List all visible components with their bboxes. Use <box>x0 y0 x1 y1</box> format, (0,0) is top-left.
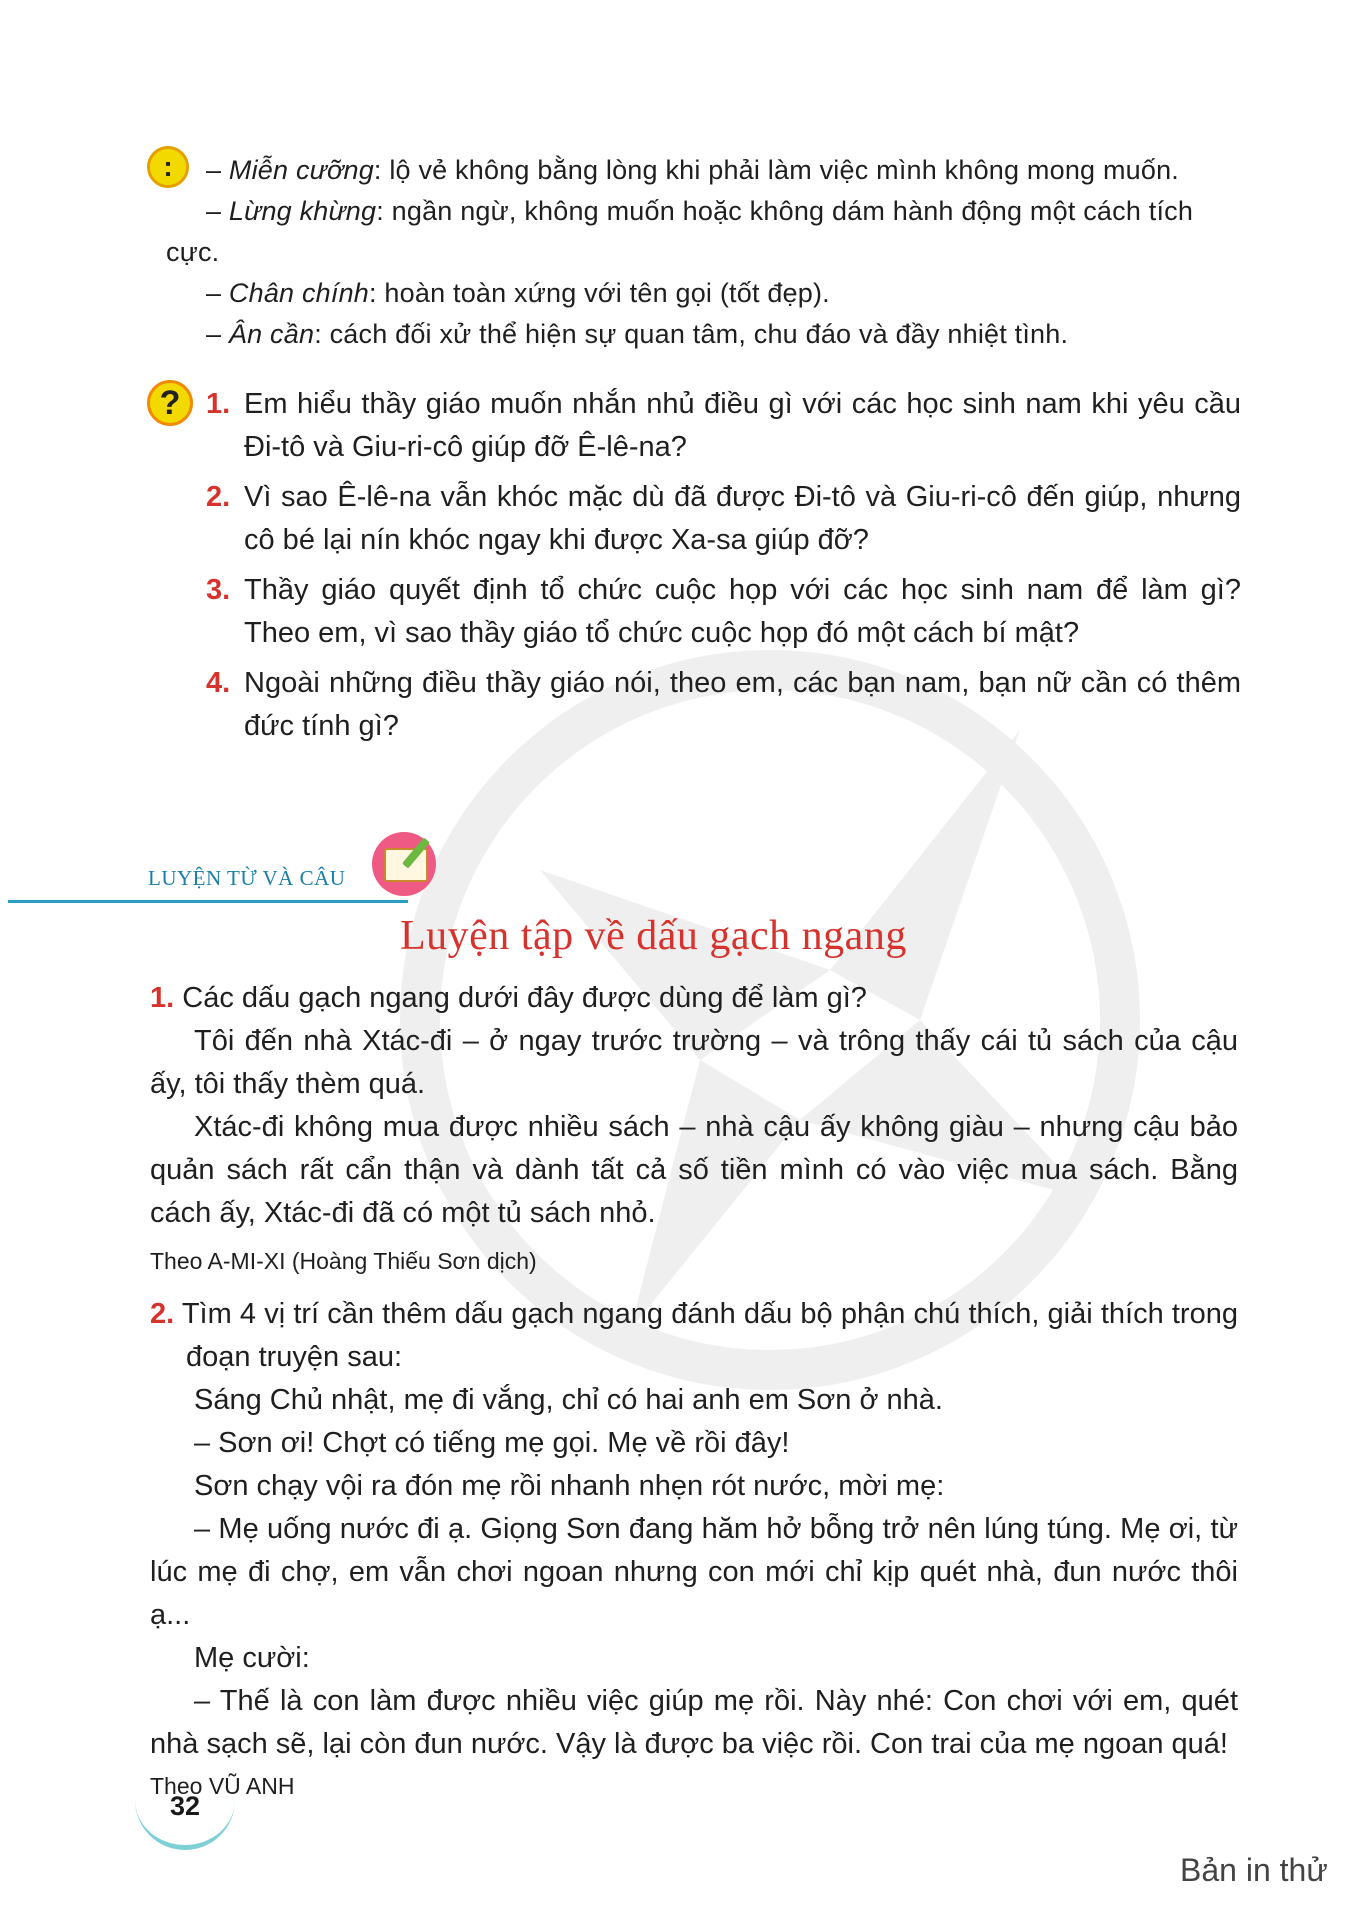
section-label: LUYỆN TỪ VÀ CÂU <box>148 866 346 890</box>
passage-source: Theo VŨ ANH <box>150 1773 295 1799</box>
page-number: 32 <box>170 1791 201 1821</box>
glossary-colon-icon: : <box>147 146 189 188</box>
question-item: 4. Ngoài những điều thầy giáo nói, theo em, các bạn nam, bạn nữ cần có thêm đức tính gì? <box>206 667 1241 742</box>
glossary-item: – Miễn cưỡng: lộ vẻ không bằng lòng khi phải làm việc mình không mong muốn. <box>206 155 1180 185</box>
section-divider <box>8 900 408 903</box>
passage-paragraph: Sáng Chủ nhật, mẹ đi vắng, chỉ có hai anh em Sơn ở nhà. <box>194 1384 943 1416</box>
question-item: 3. Thầy giáo quyết định tổ chức cuộc họp với các học sinh nam để làm gì? Theo em, vì sao thầy giáo tổ chức cuộc họp đó một cách bí mật? <box>206 574 1241 649</box>
passage-paragraph: – Mẹ uống nước đi ạ. Giọng Sơn đang hăm hở bỗng trở nên lúng túng. Mẹ ơi, từ lúc mẹ đi chợ, em vẫn chơi ngoan nhưng con mới chỉ kịp quét nhà, đun nước thôi ạ... <box>150 1513 1238 1631</box>
passage-source: Theo A-MI-XI (Hoàng Thiếu Sơn dịch) <box>150 1248 537 1274</box>
draft-print-label: Bản in thử <box>1180 1852 1328 1888</box>
passage-paragraph: Xtác-đi không mua được nhiều sách – nhà cậu ấy không giàu – nhưng cậu bảo quản sách rất cẩn thận và dành tất cả số tiền mình có vào việc mua sách. Bằng cách ấy, Xtác-đi đã có một tủ sách nhỏ. <box>150 1111 1238 1229</box>
passage-paragraph: – Sơn ơi! Chợt có tiếng mẹ gọi. Mẹ về rồi đây! <box>194 1427 790 1459</box>
passage-paragraph: Tôi đến nhà Xtác-đi – ở ngay trước trường – và trông thấy cái tủ sách của cậu ấy, tôi thấy thèm quá. <box>150 1025 1238 1100</box>
glossary <box>166 150 1236 355</box>
passage-paragraph: Mẹ cười: <box>194 1642 310 1674</box>
exercise-prompt: 1. Các dấu gạch ngang dưới đây được dùng để làm gì? <box>150 982 867 1014</box>
question-item: 1. Em hiểu thầy giáo muốn nhắn nhủ điều gì với các học sinh nam khi yêu cầu Đi-tô và Giu-ri-cô giúp đỡ Ê-lê-na? <box>206 388 1241 463</box>
lesson-title: Luyện tập về dấu gạch ngang <box>400 913 907 959</box>
notebook-pen-icon <box>372 832 436 896</box>
glossary-item: – Ân cần: cách đối xử thể hiện sự quan tâm, chu đáo và đầy nhiệt tình. <box>206 319 1069 349</box>
glossary-item: – Lừng khừng: ngần ngừ, không muốn hoặc không dám hành động một cách tích cực. <box>166 196 1194 267</box>
exercise-2 <box>150 1293 1238 1806</box>
question-mark-icon: ? <box>147 380 193 426</box>
passage-paragraph: – Thế là con làm được nhiều việc giúp mẹ rồi. Này nhé: Con chơi với em, quét nhà sạch sẽ, lại còn đun nước. Vậy là được ba việc rồi. Con trai của mẹ ngoan quá! <box>150 1685 1238 1760</box>
comprehension-questions <box>206 383 1241 755</box>
exercise-prompt: 2. Tìm 4 vị trí cần thêm dấu gạch ngang đánh dấu bộ phận chú thích, giải thích trong đoạn truyện sau: <box>150 1298 1238 1373</box>
passage-paragraph: Sơn chạy vội ra đón mẹ rồi nhanh nhẹn rót nước, mời mẹ: <box>194 1470 945 1502</box>
question-item: 2. Vì sao Ê-lê-na vẫn khóc mặc dù đã được Đi-tô và Giu-ri-cô đến giúp, nhưng cô bé lại nín khóc ngay khi được Xa-sa giúp đỡ? <box>206 481 1241 556</box>
glossary-item: – Chân chính: hoàn toàn xứng với tên gọi (tốt đẹp). <box>206 278 830 308</box>
exercise-1 <box>150 977 1238 1281</box>
